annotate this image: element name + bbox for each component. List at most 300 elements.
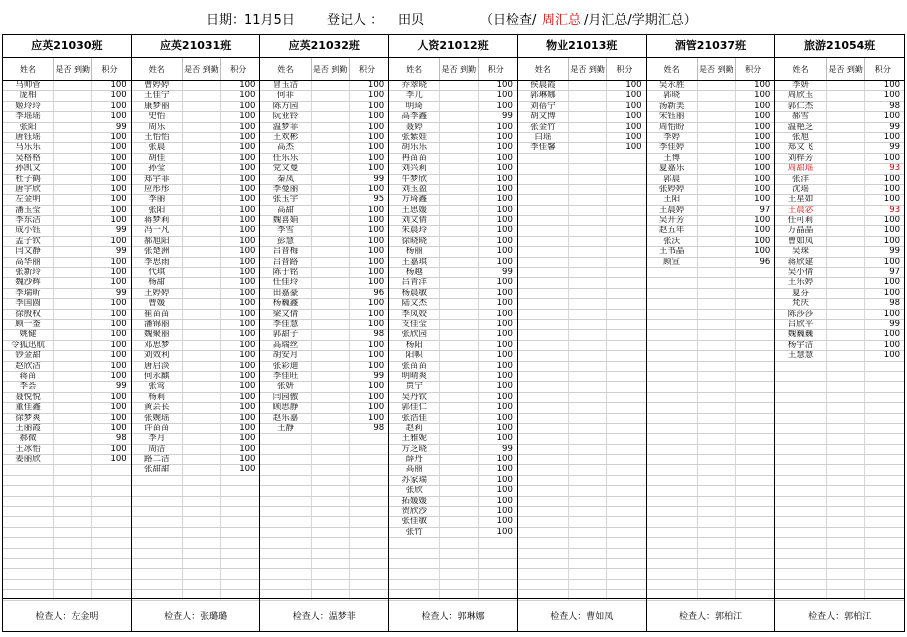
table-row [775, 507, 904, 517]
attendance-cell [569, 580, 607, 589]
attendance-cell [183, 351, 221, 360]
attendance-cell [827, 154, 866, 163]
student-name [3, 497, 54, 506]
score-cell: 100 [110, 184, 127, 194]
table-row [518, 143, 646, 153]
student-name: 马帅菅 [3, 81, 54, 90]
student-name: 方琦鑫 [389, 195, 440, 204]
student-name: 宋钰丽 [647, 112, 698, 121]
score-cell [865, 382, 904, 391]
table-row [260, 507, 388, 517]
table-row [132, 549, 260, 559]
attendance-cell [569, 517, 607, 526]
score-cell [350, 549, 388, 558]
summary-week: 周汇总 [542, 13, 582, 28]
score-cell: 100 [239, 351, 256, 361]
score-cell: 100 [883, 257, 901, 267]
attendance-cell [698, 278, 736, 287]
student-name: 张苗苗 [389, 362, 440, 371]
student-name: 夏芬 [775, 289, 826, 298]
score-cell: 100 [367, 184, 385, 194]
table-row [389, 455, 517, 465]
student-name: 杨巍鑫 [260, 299, 311, 308]
student-name: 秦凤 [260, 175, 311, 184]
attendance-cell [312, 414, 350, 423]
table-row [775, 112, 904, 122]
attendance-cell [827, 123, 866, 132]
attendance-cell [183, 185, 221, 194]
student-name [518, 310, 569, 319]
attendance-cell [698, 497, 736, 506]
student-name: 魏沙辉 [3, 278, 54, 287]
attendance-cell [827, 486, 866, 495]
student-name: 明晴爽 [389, 372, 440, 381]
attendance-cell [312, 154, 350, 163]
score-cell: 100 [239, 247, 256, 257]
score-cell: 100 [496, 309, 513, 319]
student-name: 潘锦丽 [132, 320, 183, 329]
attendance-cell [440, 549, 478, 558]
score-cell [736, 455, 774, 464]
score-cell: 100 [367, 392, 385, 402]
student-name: 曹婷婷 [132, 81, 183, 90]
score-cell [607, 310, 645, 319]
attendance-cell [312, 226, 350, 235]
table-row [132, 455, 260, 465]
student-name: 任乐乐 [260, 154, 311, 163]
table-row [647, 133, 775, 143]
student-name [132, 569, 183, 578]
table-row [260, 393, 388, 403]
attendance-cell [54, 206, 92, 215]
attendance-cell [54, 497, 92, 506]
table-row [3, 424, 131, 434]
table-row [647, 143, 775, 153]
student-name: 李东洁 [3, 216, 54, 225]
score-cell [736, 351, 774, 360]
attendance-cell [698, 507, 736, 516]
score-cell [736, 299, 774, 308]
attendance-cell [312, 424, 350, 433]
attendance-cell [827, 434, 866, 443]
table-row [775, 528, 904, 538]
score-cell [607, 434, 645, 443]
score-cell [607, 528, 645, 537]
student-name [518, 424, 569, 433]
table-row [389, 465, 517, 475]
score-cell: 100 [496, 216, 513, 226]
score-cell: 100 [110, 309, 127, 319]
student-name: 令狐迅航 [3, 341, 54, 350]
attendance-cell [827, 341, 866, 350]
score-cell [607, 268, 645, 277]
student-name: 李月 [132, 434, 183, 443]
table-row [775, 154, 904, 164]
student-name: 代琪 [132, 268, 183, 277]
attendance-cell [183, 538, 221, 547]
student-name: 吴琛 [775, 247, 826, 256]
attendance-cell [440, 403, 478, 412]
attendance-cell [54, 299, 92, 308]
score-cell [736, 289, 774, 298]
student-name [775, 538, 826, 547]
score-cell: 98 [889, 101, 901, 111]
attendance-cell [54, 175, 92, 184]
score-cell [865, 424, 904, 433]
score-cell: 100 [239, 257, 256, 267]
table-row [389, 175, 517, 185]
table-row [3, 81, 131, 91]
score-cell: 100 [110, 423, 127, 433]
table-row [3, 528, 131, 538]
student-name: 庞相 [3, 91, 54, 100]
table-row [647, 123, 775, 133]
table-row [775, 175, 904, 185]
table-row [775, 559, 904, 569]
attendance-cell [827, 216, 866, 225]
score-cell: 100 [883, 236, 901, 246]
score-cell [221, 507, 259, 516]
score-cell: 100 [110, 132, 127, 142]
score-cell: 100 [110, 413, 127, 423]
table-row [647, 455, 775, 465]
attendance-cell [54, 476, 92, 485]
score-cell [350, 445, 388, 454]
score-cell [607, 320, 645, 329]
table-row [647, 175, 775, 185]
attendance-cell [54, 351, 92, 360]
score-cell: 100 [239, 216, 256, 226]
table-row [389, 102, 517, 112]
attendance-cell [698, 154, 736, 163]
score-cell: 100 [496, 434, 513, 444]
table-row [132, 528, 260, 538]
table-row [647, 538, 775, 548]
score-cell: 100 [883, 351, 901, 361]
score-cell: 100 [754, 226, 771, 236]
score-cell: 100 [239, 444, 256, 454]
attendance-cell [440, 216, 478, 225]
attendance-cell [569, 538, 607, 547]
table-row [518, 372, 646, 382]
score-cell: 100 [754, 195, 771, 205]
table-row [647, 559, 775, 569]
table-row [518, 216, 646, 226]
attendance-cell [54, 268, 92, 277]
column-header-score: 积分 [874, 64, 891, 74]
score-cell: 100 [239, 268, 256, 278]
score-cell [221, 580, 259, 589]
attendance-cell [312, 497, 350, 506]
table-row [775, 486, 904, 496]
report-header [0, 0, 907, 32]
score-cell: 100 [496, 423, 513, 433]
score-cell [865, 414, 904, 423]
student-name: 顾宣 [647, 258, 698, 267]
score-cell: 100 [496, 247, 513, 257]
score-cell [607, 372, 645, 381]
attendance-cell [698, 112, 736, 121]
student-name: 姜丽欣 [3, 455, 54, 464]
score-cell: 100 [110, 101, 127, 111]
score-cell [607, 185, 645, 194]
score-cell [350, 497, 388, 506]
table-row [518, 289, 646, 299]
attendance-cell [54, 434, 92, 443]
class-title: 应英21031班 [132, 35, 260, 58]
student-name [647, 538, 698, 547]
column-header-score: 积分 [230, 64, 247, 74]
score-cell: 100 [110, 319, 127, 329]
table-row [3, 175, 131, 185]
table-row [3, 580, 131, 590]
attendance-cell [698, 403, 736, 412]
attendance-cell [698, 320, 736, 329]
score-cell [92, 549, 130, 558]
score-cell: 100 [496, 351, 513, 361]
student-name: 王怡怡 [132, 133, 183, 142]
score-cell: 100 [110, 278, 127, 288]
student-name: 任佳玲 [260, 278, 311, 287]
student-name [260, 445, 311, 454]
inspector-signature: 检查人：郭柏江 [647, 598, 775, 631]
score-cell [865, 434, 904, 443]
table-row [260, 455, 388, 465]
table-row [3, 372, 131, 382]
attendance-cell [312, 372, 350, 381]
attendance-cell [312, 320, 350, 329]
student-name: 彭慧 [260, 237, 311, 246]
attendance-cell [183, 486, 221, 495]
attendance-cell [183, 175, 221, 184]
student-name [518, 258, 569, 267]
student-name: 马乐乐 [3, 143, 54, 152]
table-row [647, 362, 775, 372]
table-row [647, 216, 775, 226]
table-row [389, 330, 517, 340]
attendance-cell [440, 154, 478, 163]
student-name [518, 247, 569, 256]
student-name: 周乐 [132, 123, 183, 132]
student-name [389, 538, 440, 547]
attendance-cell [183, 143, 221, 152]
student-name: 沈瑶 [775, 185, 826, 194]
attendance-cell [54, 455, 92, 464]
student-name [260, 507, 311, 516]
table-row [647, 268, 775, 278]
table-row [647, 206, 775, 216]
attendance-cell [54, 320, 92, 329]
column-header-name: 姓名 [775, 58, 826, 80]
student-name [518, 445, 569, 454]
attendance-cell [54, 112, 92, 121]
score-cell [92, 580, 130, 589]
attendance-cell [569, 310, 607, 319]
table-row [518, 102, 646, 112]
table-row [132, 497, 260, 507]
table-row [647, 517, 775, 527]
table-row [647, 81, 775, 91]
attendance-cell [569, 289, 607, 298]
score-cell [865, 549, 904, 558]
table-row [3, 549, 131, 559]
score-cell: 100 [883, 330, 901, 340]
attendance-cell [183, 195, 221, 204]
score-cell: 100 [883, 340, 901, 350]
table-row [260, 278, 388, 288]
attendance-cell [440, 299, 478, 308]
table-row [389, 278, 517, 288]
student-name: 夏嘉乐 [647, 164, 698, 173]
student-rows [518, 81, 646, 601]
table-row [3, 268, 131, 278]
score-cell: 100 [239, 143, 256, 153]
attendance-cell [312, 434, 350, 443]
attendance-cell [440, 465, 478, 474]
score-cell: 100 [367, 319, 385, 329]
table-row [260, 112, 388, 122]
table-row [132, 382, 260, 392]
table-row [518, 538, 646, 548]
attendance-cell [827, 455, 866, 464]
table-row [3, 341, 131, 351]
attendance-cell [54, 528, 92, 537]
score-cell [736, 549, 774, 558]
attendance-cell [183, 278, 221, 287]
table-row [389, 507, 517, 517]
attendance-cell [312, 268, 350, 277]
column-header-row [775, 58, 904, 81]
student-name [132, 497, 183, 506]
table-row [647, 299, 775, 309]
student-name [518, 320, 569, 329]
attendance-cell [312, 206, 350, 215]
student-name [775, 382, 826, 391]
table-row [389, 528, 517, 538]
score-cell [92, 569, 130, 578]
attendance-cell [440, 81, 478, 90]
score-cell: 99 [115, 288, 127, 298]
table-row [132, 91, 260, 101]
summary-rest: /月汇总/学期汇总） [584, 13, 697, 28]
student-name: 杨甜 [132, 278, 183, 287]
student-name: 张楚洲 [132, 247, 183, 256]
student-name [775, 497, 826, 506]
attendance-cell [183, 216, 221, 225]
student-name: 侯晨霞 [518, 81, 569, 90]
table-row [518, 320, 646, 330]
score-cell: 100 [883, 174, 901, 184]
score-cell: 100 [496, 517, 513, 527]
attendance-cell [440, 424, 478, 433]
score-cell [865, 569, 904, 578]
student-name: 王欢彬 [260, 133, 311, 142]
table-row [260, 216, 388, 226]
table-row [518, 330, 646, 340]
score-cell [736, 382, 774, 391]
student-name [518, 403, 569, 412]
student-name: 徐晓晓 [389, 237, 440, 246]
attendance-cell [183, 330, 221, 339]
attendance-cell [54, 362, 92, 371]
table-row [389, 133, 517, 143]
table-row [132, 258, 260, 268]
score-cell [92, 528, 130, 537]
attendance-cell [827, 226, 866, 235]
table-row [775, 268, 904, 278]
student-name [518, 497, 569, 506]
table-row [3, 237, 131, 247]
score-cell: 98 [889, 299, 901, 309]
attendance-cell [827, 528, 866, 537]
student-name [775, 528, 826, 537]
student-name [647, 372, 698, 381]
class-block [3, 35, 132, 631]
attendance-cell [54, 185, 92, 194]
score-cell: 99 [115, 122, 127, 132]
table-row [775, 91, 904, 101]
student-name: 李思雨 [132, 258, 183, 267]
attendance-cell [54, 549, 92, 558]
table-row [260, 195, 388, 205]
score-cell: 100 [496, 403, 513, 413]
table-row [647, 507, 775, 517]
attendance-cell [183, 164, 221, 173]
student-name: 孙莹 [132, 164, 183, 173]
score-cell: 99 [889, 122, 901, 132]
table-row [3, 538, 131, 548]
table-row [389, 258, 517, 268]
table-row [518, 580, 646, 590]
inspector-signature: 检查人：郭柏江 [775, 598, 904, 631]
score-cell: 100 [625, 81, 642, 90]
attendance-cell [827, 465, 866, 474]
attendance-cell [183, 258, 221, 267]
column-header-attend: 是否 到勤 [440, 58, 478, 80]
student-name [3, 569, 54, 578]
table-row [260, 414, 388, 424]
score-cell: 100 [239, 132, 256, 142]
table-row [518, 112, 646, 122]
student-name: 姚健 [3, 330, 54, 339]
table-row [647, 424, 775, 434]
score-cell: 100 [883, 226, 901, 236]
table-row [775, 330, 904, 340]
student-name: 赵五年 [647, 226, 698, 235]
student-name: 梵庆 [775, 299, 826, 308]
student-name [647, 299, 698, 308]
score-cell: 99 [889, 247, 901, 257]
attendance-cell [569, 247, 607, 256]
student-name: 陈莎莎 [775, 310, 826, 319]
column-header-row [132, 58, 260, 81]
attendance-cell [698, 476, 736, 485]
student-name: 万晶晶 [775, 226, 826, 235]
attendance-cell [827, 362, 866, 371]
score-cell [736, 403, 774, 412]
attendance-cell [440, 278, 478, 287]
table-row [132, 247, 260, 257]
student-name: 吴开芳 [647, 216, 698, 225]
student-name: 高华丽 [3, 258, 54, 267]
table-row [775, 258, 904, 268]
attendance-cell [54, 382, 92, 391]
score-cell: 100 [754, 143, 771, 153]
table-row [647, 434, 775, 444]
score-cell: 100 [367, 278, 385, 288]
attendance-cell [827, 268, 866, 277]
score-cell: 100 [367, 309, 385, 319]
